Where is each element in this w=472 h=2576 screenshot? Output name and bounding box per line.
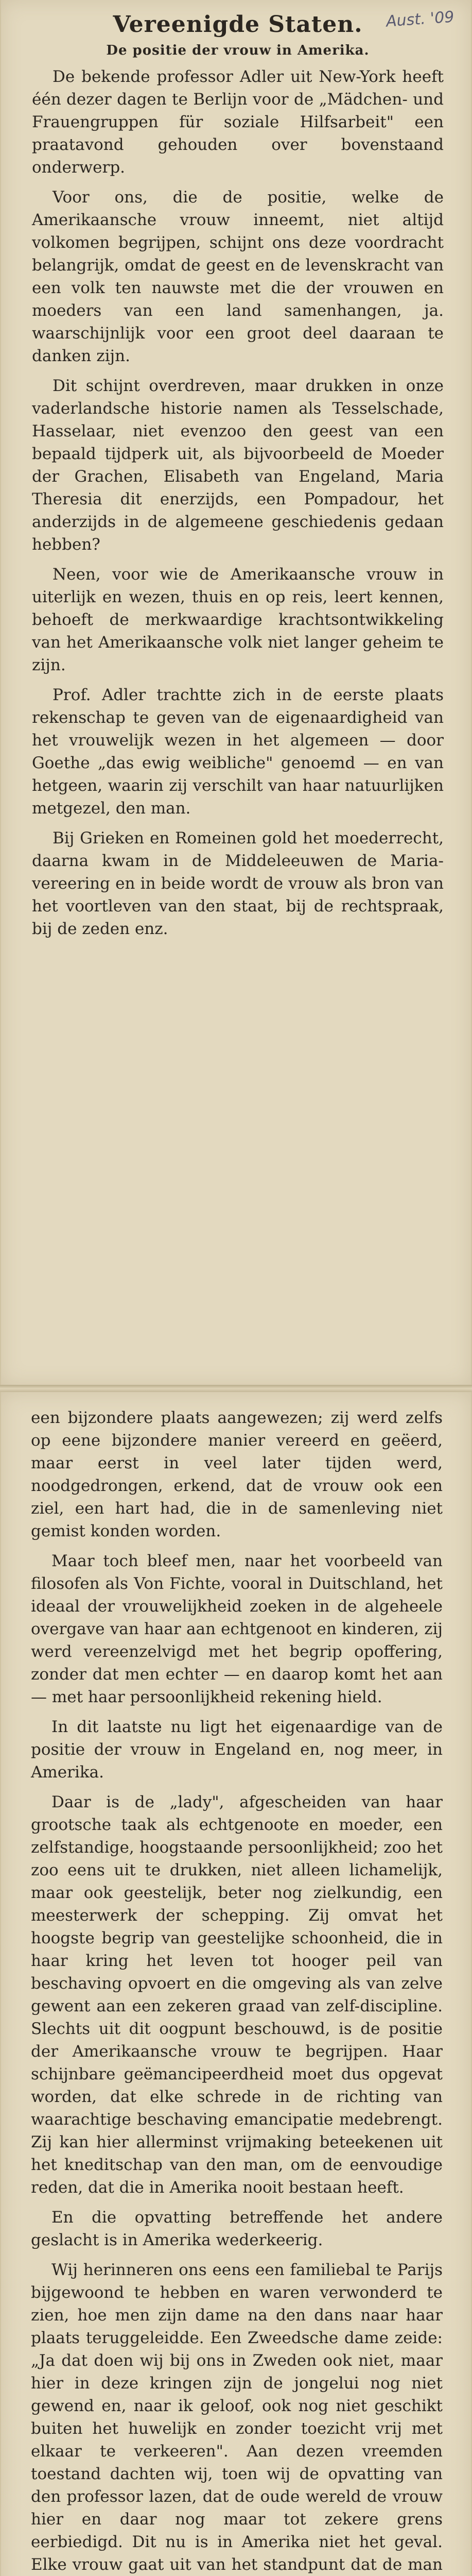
paragraph: En die opvatting betreffende het andere geslacht is in Amerika wederkeerig. — [31, 2208, 443, 2249]
article-title: Vereenigde Staten. — [113, 11, 363, 38]
paragraph: Voor ons, die de positie, welke de Amerikaansche vrouw inneemt, niet altijd volkomen begrijpen, schijnt ons deze voordracht belangrijk, omdat de geest en de levenskracht van een volk ten nauwste met die der vrouwen en moeders van een land samenhangen, ja. waarschijnlijk voor een groot deel daaraan te danken zijn. — [32, 188, 444, 365]
paragraph: Bij Grieken en Romeinen gold het moederrecht, daarna kwam in de Middeleeuwen de Maria-vereering en in beide wordt de vrouw als bron van het voortleven van den staat, bij de rechtspraak, bij de zeden enz. — [32, 829, 444, 938]
paragraph: Neen, voor wie de Amerikaansche vrouw in uiterlijk en wezen, thuis en op reis, leert kennen, behoeft de merkwaardige krachtsontwikkeling van het Amerikaansche volk niet langer geheim te zijn. — [32, 565, 444, 674]
handwritten-note: Aust. '09 — [385, 8, 455, 31]
paragraph: De bekende professor Adler uit New-York heeft één dezer dagen te Berlijn voor de „Mädchen- und Frauengruppen für soziale Hilfsarbeit" een praatavond gehouden over bovenstaand onderwerp. — [32, 67, 444, 177]
article-column-top — [32, 8, 455, 947]
paragraph: In dit laatste nu ligt het eigenaardige van de positie der vrouw in Engeland en, nog meer, in Amerika. — [31, 1718, 443, 1782]
paragraph: Wij herinneren ons eens een familiebal te Parijs bijgewoond te hebben en waren verwonderd te zien, hoe men zijn dame na den dans naar haar plaats teruggeleidde. Een Zweedsche dame zeide: „Ja dat doen wij bij ons in Zweden ook niet, maar hier in deze kringen zijn de jongelui nog niet gewend en, naar ik geloof, ook nog niet geschikt buiten het huwelijk en zonder toezicht vrij met elkaar te verkeeren". Aan dezen vreemden toestand dachten wij, toen wij de opvatting van den professor lazen, dat de oude wereld de vrouw hier en daar nog maar tot zekere grens eerbiedigd. Dit nu is in Amerika niet het geval. Elke vrouw gaat uit van het standpunt dat de man — [31, 2261, 443, 2574]
paragraph: Daar is de „lady", afgescheiden van haar grootsche taak als echtgenoote en moeder, een zelfstandige, hoogstaande persoonlijkheid; zoo het zoo eens uit te drukken, niet alleen lichamelijk, maar ook geestelijk, beter nog zielkundig, een meesterwerk der schepping. Zij omvat het hoogste begrip van geestelijke schoonheid, die in haar kring het leven tot hooger peil van beschaving opvoert en die omgeving als van zelve gewent aan een zekeren graad van zelf-discipline. Slechts uit dit oogpunt beschouwd, is de positie der Amerikaansche vrouw te begrijpen. Haar schijnbare geëmancipeerdheid moet dus opgevat worden, dat elke schrede in de richting van waarachtige beschaving emancipatie medebrengt. Zij kan hier allerminst vrijmaking beteekenen uit het kneditschap van den man, om de eenvoudige reden, dat die in Amerika nooit bestaan heeft. — [31, 1793, 443, 2197]
title-block — [32, 8, 455, 38]
article-column-bottom — [31, 1406, 443, 2576]
paragraph-continued: een bijzondere plaats aangewezen; zij werd zelfs op eene bijzondere manier vereerd en geëerd, maar eerst in veel later tijden werd, noodgedrongen, erkend, dat de vrouw ook een ziel, een hart had, die in de samenleving niet gemist konden worden. — [31, 1409, 443, 1540]
article-subtitle: De positie der vrouw in Amerika. — [106, 43, 370, 58]
paragraph: Maar toch bleef men, naar het voorbeeld van filosofen als Von Fichte, vooral in Duitschland, het ideaal der vrouwelijkheid zoeken in de algeheele overgave van haar aan echtgenoot en kinderen, zij werd vereenzelvigd met het begrip opoffering, zonder dat men echter — en daarop komt het aan — met haar persoonlijkheid rekening hield. — [31, 1552, 443, 1706]
paragraph: Prof. Adler trachtte zich in de eerste plaats rekenschap te geven van de eigenaardigheid van het vrouwelijk wezen in het algemeen — door Goethe „das ewig weibliche" genoemd — en van hetgeen, waarin zij verschilt van haar natuurlijken metgezel, den man. — [32, 686, 444, 818]
paragraph: Dit schijnt overdreven, maar drukken in onze vaderlandsche historie namen als Tesselschade, Hasselaar, niet evenzoo den geest van een bepaald tijdperk uit, als bijvoorbeeld de Moeder der Grachen, Elisabeth van Engeland, Maria Theresia dit enerzijds, een Pompadour, het anderzijds in de algemeene geschiedenis gedaan hebben? — [32, 377, 444, 554]
